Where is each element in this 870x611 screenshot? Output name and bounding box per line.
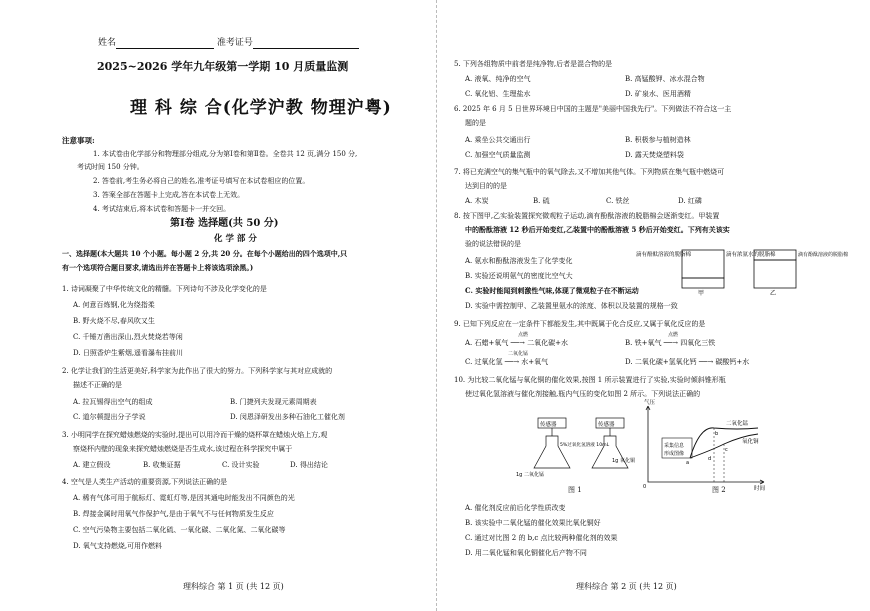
q6-option-a: A. 乘坐公共交通出行 — [465, 136, 531, 144]
flask-1 — [534, 436, 570, 468]
q10-stem-1: 10. 为比较二氧化锰与氧化铜的催化效果,按图 1 所示装置进行了实验,实验时倾斜锥形瓶 — [454, 376, 726, 384]
q9-option-b: B. 铁+氧气 ──→ 四氧化三铁 — [625, 339, 716, 347]
q2-option-c: C. 道尔顿提出分子学说 — [73, 413, 146, 421]
page-2 — [436, 0, 870, 611]
solution-label: 5%过氧化氢溶液 10mL — [560, 443, 610, 448]
q5-option-a: A. 液氧、纯净的空气 — [465, 75, 531, 83]
q10-stem-2: 使过氧化氢溶液与催化剂接触,瓶内气压的变化如图 2 所示。下列说法正确的 — [465, 390, 701, 398]
q9-condition-b: 点燃 — [668, 332, 679, 338]
q5-stem-1: 5. 下列各组物质中前者是纯净物,后者是混合物的是 — [454, 60, 613, 68]
q7-stem-1: 7. 将已充满空气的集气瓶中的氧气除去,又不增加其他气体。下列物质在集气瓶中燃烧可 — [454, 168, 725, 176]
fig2-point-c: c — [725, 447, 728, 453]
fig2-graph: 形成图像 — [664, 451, 685, 457]
q2-option-d: D. 闵恩泽研发出多种石油化工催化剂 — [230, 413, 345, 421]
q2-stem-2: 描述不正确的是 — [73, 381, 122, 389]
name-field — [98, 38, 359, 49]
q2-option-b: B. 门捷列夫发现元素周期表 — [230, 398, 317, 406]
q1-stem-1: 1. 诗词凝聚了中华传统文化的精髓。下列诗句不涉及化学变化的是 — [62, 285, 267, 293]
q7-option-b: B. 硫 — [533, 197, 550, 205]
footer-right: 理科综合 第 2 页 (共 12 页) — [576, 582, 677, 591]
fig2-curve2-label: 氧化铜 — [742, 439, 759, 445]
section-subtitle: 化 学 部 分 — [214, 234, 257, 244]
q4-option-b: B. 焊接金属时用氧气作保护气,是由于氧气不与任何物质发生反应 — [73, 510, 274, 518]
q10-figure-2 — [642, 398, 772, 490]
q9-option-a: A. 石蜡+氧气 ──→ 二氧化碳+水 — [465, 339, 568, 347]
fig2-origin: 0 — [643, 484, 647, 490]
q1-option-d: D. 日照香炉生紫烟,遥看瀑布挂前川 — [73, 349, 184, 357]
q9-option-c: C. 过氧化氢 ──→ 水+氧气 — [465, 358, 549, 366]
section-title: 第Ⅰ卷 选择题(共 50 分) — [170, 218, 279, 229]
mno2-label: 1g 二氧化锰 — [516, 472, 544, 478]
note-2: 2. 答卷前,考生务必将自己的姓名,准考证号填写在本试卷相应的位置。 — [93, 177, 310, 185]
q8-option-b: B. 实验还说明氨气的密度比空气大 — [465, 272, 573, 280]
q1-option-c: C. 千锤万凿出深山,烈火焚烧若等闲 — [73, 333, 183, 341]
exam-number-blank — [253, 40, 359, 49]
q4-option-a: A. 稀有气体可用于航标灯、霓虹灯等,是因其通电时能发出不同颜色的光 — [73, 494, 295, 502]
q8-stem-2: 中的酚酞溶液 12 秒后开始变红,乙装置中的酚酞溶液 5 秒后开始变红。下列有关该实 — [465, 225, 730, 234]
q6-option-c: C. 加强空气质量监测 — [465, 151, 531, 159]
q5-option-b: B. 高锰酸钾、冰水混合物 — [625, 75, 705, 83]
q8-stem-1: 8. 按下图甲,乙实验装置探究微观粒子运动,滴有酚酞溶液的脱脂棉会逐渐变红。甲装置 — [454, 212, 720, 220]
q6-stem-1: 6. 2025 年 6 月 5 日世界环境日中国的主题是"美丽中国我先行"。下列做法不符合这一主 — [454, 105, 732, 113]
jar-yi-lower — [754, 260, 796, 288]
q3-option-a: A. 建立假设 — [73, 461, 111, 469]
page-1 — [0, 0, 430, 611]
instruction-line-2: 有一个选项符合题目要求,请选出并在答题卡上将该选项涂黑。) — [62, 263, 254, 272]
sensor-label-2: 传感器 — [598, 422, 615, 428]
q5-option-d: D. 矿泉水、医用酒精 — [625, 90, 691, 98]
q8-fig-label-cotton-2: 滴有酚酞溶液的脱脂棉 — [798, 252, 849, 258]
q10-fig2-caption: 图 2 — [712, 486, 726, 494]
q10-figure-1 — [516, 414, 646, 482]
q6-option-d: D. 露天焚烧塑料袋 — [625, 151, 684, 159]
jar-jia-lower — [682, 278, 724, 288]
fig2-xlabel: 时间 — [754, 486, 766, 492]
fig2-point-d: d — [708, 456, 712, 462]
instruction-line-1: 一、选择题(本大题共 10 个小题。每小题 2 分,共 20 分。在每个小题给出的四个选项中,只 — [62, 249, 348, 258]
name-blank — [116, 40, 214, 49]
fig2-curve1-label: 二氧化锰 — [726, 421, 749, 427]
fig2-collect: 采集信息 — [664, 443, 685, 449]
footer-left: 理科综合 第 1 页 (共 12 页) — [183, 582, 284, 591]
q7-option-c: C. 铁丝 — [606, 197, 630, 205]
q8-option-a: A. 氨水和酚酞溶液发生了化学变化 — [465, 257, 573, 265]
sensor-label-1: 传感器 — [540, 422, 557, 428]
q9-stem: 9. 已知下列反应在一定条件下都能发生,其中既属于化合反应,又属于氧化反应的是 — [454, 320, 706, 328]
fig2-ylabel: 气压 — [644, 400, 656, 406]
q8-fig-label-cotton: 滴有酚酞溶液的脱脂棉 — [636, 252, 692, 258]
q9-option-d: D. 二氧化碳+氢氧化钙 ──→ 碳酸钙+水 — [625, 358, 750, 366]
notes-heading: 注意事项: — [62, 136, 95, 145]
q8-fig-yi: 乙 — [770, 290, 777, 297]
q8-option-d: D. 实验中需控制甲、乙装置里氨水的浓度、体积以及装置的规格一致 — [465, 302, 678, 310]
fig2-point-a: a — [686, 460, 690, 466]
q1-option-a: A. 何意百炼钢,化为绕指柔 — [73, 301, 155, 309]
note-4: 4. 考试结束后,将本试卷和答题卡一并交回。 — [93, 205, 231, 213]
q10-fig1-caption: 图 1 — [568, 486, 582, 494]
q9-condition-a: 点燃 — [518, 332, 529, 338]
q3-stem-1: 3. 小明同学在探究蜡烛燃烧的实验时,提出可以用冷而干燥的烧杯罩在蜡烛火焰上方,观 — [62, 431, 328, 439]
q10-option-b: B. 该实验中二氧化锰的催化效果比氧化铜好 — [465, 519, 601, 527]
q8-stem-3: 验的说法错误的是 — [465, 240, 521, 248]
q10-option-d: D. 用二氧化锰和氧化铜催化后产物不同 — [465, 549, 587, 557]
q3-stem-2: 察烧杯内壁的现象来探究蜡烛燃烧是否生成水,该过程在科学探究中属于 — [73, 445, 293, 453]
exam-number-label: 准考证号 — [216, 38, 253, 48]
q3-option-c: C. 设计实验 — [222, 461, 260, 469]
note-1-cont: 考试时间 150 分钟。 — [77, 163, 144, 171]
q2-option-a: A. 拉瓦锡得出空气的组成 — [73, 398, 153, 406]
q8-fig-jia: 甲 — [698, 290, 705, 297]
q4-stem-1: 4. 空气是人类生产活动的重要资源,下列说法正确的是 — [62, 478, 228, 486]
q8-fig-label-ammonia: 滴有浓氨水的脱脂棉 — [726, 252, 776, 258]
q4-option-c: C. 空气污染物主要包括二氧化硫、一氧化碳、二氧化氮、二氧化碳等 — [73, 526, 286, 534]
cuo-label: 1g 氧化铜 — [612, 458, 635, 464]
name-label: 姓名 — [98, 38, 117, 48]
q9-condition-c: 二氧化锰 — [508, 351, 529, 357]
sensor-tubes — [552, 428, 610, 436]
q3-option-d: D. 得出结论 — [290, 461, 328, 469]
q6-stem-2: 题的是 — [465, 119, 486, 127]
q8-option-c: C. 实验时能闻到刺激性气味,体现了微观粒子在不断运动 — [465, 286, 639, 295]
note-1: 1. 本试卷由化学部分和物理部分组成,分为第Ⅰ卷和第Ⅱ卷。全卷共 12 页,满分 150 分, — [93, 150, 358, 158]
q4-option-d: D. 氧气支持燃烧,可用作燃料 — [73, 542, 163, 550]
q10-option-c: C. 通过对比图 2 的 b,c 点比较两种催化剂的效果 — [465, 534, 618, 542]
note-3: 3. 答案全部在答题卡上完成,答在本试卷上无效。 — [93, 191, 245, 199]
q7-option-d: D. 红磷 — [678, 197, 702, 205]
q7-stem-2: 达到目的的是 — [465, 182, 507, 190]
q1-option-b: B. 野火烧不尽,春风吹又生 — [73, 317, 155, 325]
subject-title: 理 科 综 合(化学沪教 物理沪粤) — [130, 98, 392, 118]
q3-option-b: B. 收集证据 — [143, 461, 181, 469]
q5-option-c: C. 氧化铝、生理盐水 — [465, 90, 531, 98]
q6-option-b: B. 积极参与植树造林 — [625, 136, 691, 144]
q7-option-a: A. 木炭 — [465, 197, 489, 205]
q2-stem-1: 2. 化学让我们的生活更美好,科学家为此作出了很大的努力。下列科学家与其对应成就的 — [62, 367, 333, 375]
q8-apparatus-figure — [634, 246, 849, 297]
fig2-point-b: b — [715, 431, 719, 437]
exam-title: 2025~2026 学年九年级第一学期 10 月质量监测 — [97, 60, 349, 73]
q10-option-a: A. 催化剂反应前后化学性质改变 — [465, 504, 566, 512]
